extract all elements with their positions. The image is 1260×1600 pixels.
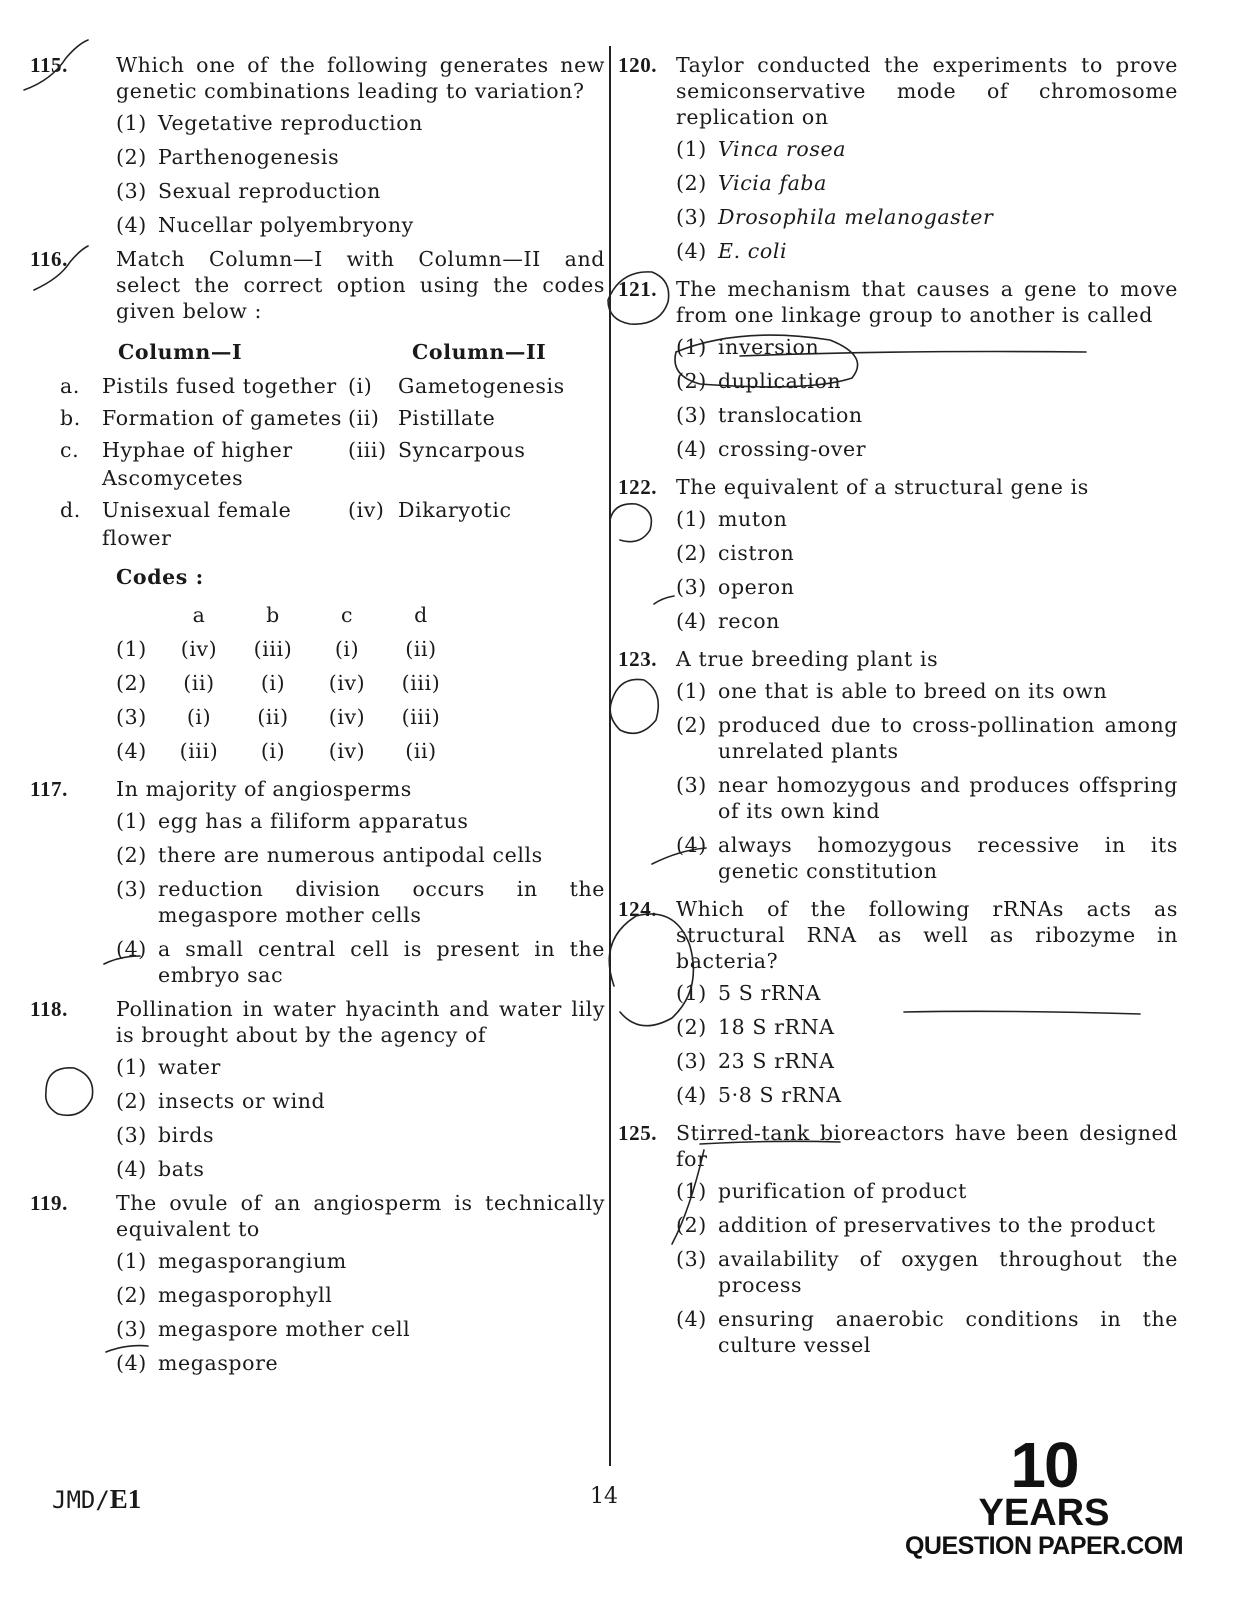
option-text: addition of preservatives to the product xyxy=(718,1213,1156,1237)
option-number: (3) xyxy=(676,575,707,599)
question-116 xyxy=(30,246,605,768)
question-number: 117. xyxy=(30,777,68,801)
option-text: muton xyxy=(718,507,788,531)
match-row xyxy=(60,372,605,400)
option-number: (4) xyxy=(116,213,147,237)
question-number: 124. xyxy=(618,897,658,921)
option-number: (3) xyxy=(676,1247,707,1271)
code-value: (iii) xyxy=(253,637,293,661)
question-text: Pollination in water hyacinth and water lily is brought about by the agency of xyxy=(116,997,605,1047)
option-text: insects or wind xyxy=(158,1089,326,1113)
code-value: (iii) xyxy=(401,705,441,729)
row-numeral: (iv) xyxy=(348,498,385,522)
option-text: cistron xyxy=(718,541,795,565)
option-number: (2) xyxy=(676,369,707,393)
option xyxy=(116,1156,605,1182)
options xyxy=(676,980,1178,1108)
option-text: purification of product xyxy=(718,1179,967,1203)
row-letter: d. xyxy=(60,498,81,522)
column-2-heading: Column—II xyxy=(412,340,547,364)
option xyxy=(676,436,1178,462)
code-number: (2) xyxy=(116,671,147,695)
option-text: there are numerous antipodal cells xyxy=(158,843,543,867)
brand-years: YEARS xyxy=(978,1492,1110,1534)
row-match-text: Syncarpous xyxy=(398,438,526,462)
codes-header-row xyxy=(116,598,458,632)
question-119 xyxy=(30,1190,605,1376)
match-table xyxy=(60,338,605,552)
question-number: 120. xyxy=(618,53,658,77)
options xyxy=(116,110,605,238)
row-match-text: Dikaryotic xyxy=(398,498,512,522)
option-text: 5 S rRNA xyxy=(718,981,821,1005)
question-text: In majority of angiosperms xyxy=(116,777,412,801)
option xyxy=(676,540,1178,566)
brand-site: QUESTION PAPER.COM xyxy=(904,1532,1184,1560)
match-header xyxy=(60,338,605,366)
option-number: (3) xyxy=(676,773,707,797)
codes-row xyxy=(116,734,458,768)
code-number: (4) xyxy=(116,739,147,763)
question-number: 121. xyxy=(618,277,658,301)
question-115 xyxy=(30,52,605,238)
row-text: Formation of gametes xyxy=(102,406,343,430)
option xyxy=(116,936,605,988)
code-value: (iii) xyxy=(401,671,441,695)
row-match-text: Pistillate xyxy=(398,406,496,430)
option-text: megasporangium xyxy=(158,1249,347,1273)
options xyxy=(676,136,1178,264)
option-number: (4) xyxy=(116,1157,147,1181)
question-text: The mechanism that causes a gene to move from one linkage group to another is called xyxy=(676,277,1178,327)
code-number: (3) xyxy=(116,705,147,729)
question-123 xyxy=(618,646,1178,884)
option-number: (4) xyxy=(676,239,707,263)
option-number: (4) xyxy=(676,437,707,461)
option-number: (1) xyxy=(676,1179,707,1203)
options xyxy=(676,334,1178,462)
option-text: operon xyxy=(718,575,795,599)
question-121 xyxy=(618,276,1178,462)
option xyxy=(676,368,1178,394)
question-125 xyxy=(618,1120,1178,1358)
option-number: (1) xyxy=(116,809,147,833)
brand-watermark xyxy=(904,1429,1184,1560)
question-number: 115. xyxy=(30,53,68,77)
option-text: megaspore mother cell xyxy=(158,1317,411,1341)
option-number: (3) xyxy=(676,1049,707,1073)
question-text: Match Column—I with Column—II and select the correct option using the codes given below : xyxy=(116,247,605,323)
code-value: (ii) xyxy=(405,637,437,661)
question-text: The equivalent of a structural gene is xyxy=(676,475,1089,499)
option-number: (2) xyxy=(676,171,707,195)
option xyxy=(116,808,605,834)
option-number: (1) xyxy=(676,981,707,1005)
option xyxy=(116,1122,605,1148)
option-number: (1) xyxy=(116,1055,147,1079)
option-text: Nucellar polyembryony xyxy=(158,213,414,237)
question-number: 123. xyxy=(618,647,658,671)
option xyxy=(676,402,1178,428)
options xyxy=(676,1178,1178,1358)
row-letter: a. xyxy=(60,374,80,398)
option-text: Sexual reproduction xyxy=(158,179,381,203)
question-120 xyxy=(618,52,1178,264)
option xyxy=(676,980,1178,1006)
option-text: ensuring anaerobic conditions in the culture vessel xyxy=(718,1307,1178,1357)
codes-title: Codes : xyxy=(116,565,204,589)
option xyxy=(116,178,605,204)
option-number: (2) xyxy=(676,1213,707,1237)
option xyxy=(116,1088,605,1114)
option xyxy=(676,772,1178,824)
option xyxy=(676,1014,1178,1040)
option xyxy=(676,678,1178,704)
question-text: A true breeding plant is xyxy=(676,647,939,671)
option-number: (4) xyxy=(116,937,147,961)
option xyxy=(116,1350,605,1376)
option-text: 18 S rRNA xyxy=(718,1015,835,1039)
question-number: 122. xyxy=(618,475,658,499)
question-number: 118. xyxy=(30,997,68,1021)
code-value: (i) xyxy=(260,739,286,763)
codes-table xyxy=(116,598,458,768)
option-number: (3) xyxy=(116,1123,147,1147)
question-text: The ovule of an angiosperm is technically equivalent to xyxy=(116,1191,605,1241)
option-number: (3) xyxy=(116,179,147,203)
option-number: (3) xyxy=(116,877,147,901)
code-value: (iv) xyxy=(180,637,218,661)
options xyxy=(676,506,1178,634)
option-text: crossing-over xyxy=(718,437,867,461)
option xyxy=(676,574,1178,600)
row-numeral: (iii) xyxy=(348,438,387,462)
option-number: (2) xyxy=(116,1089,147,1113)
row-text: Pistils fused together xyxy=(102,374,337,398)
options xyxy=(676,678,1178,884)
option-text: Vinca rosea xyxy=(718,137,847,161)
codes-head: b xyxy=(266,603,280,627)
row-numeral: (i) xyxy=(348,374,373,398)
row-letter: b. xyxy=(60,406,81,430)
option xyxy=(676,1082,1178,1108)
option-number: (1) xyxy=(116,1249,147,1273)
option-number: (2) xyxy=(116,145,147,169)
match-row xyxy=(60,496,605,552)
option xyxy=(676,170,1178,196)
option-text: one that is able to breed on its own xyxy=(718,679,1108,703)
option xyxy=(116,842,605,868)
option-number: (1) xyxy=(116,111,147,135)
option xyxy=(116,1316,605,1342)
options xyxy=(116,1248,605,1376)
code-value: (iv) xyxy=(328,671,366,695)
option-text: Vicia faba xyxy=(718,171,827,195)
code-number: (1) xyxy=(116,637,147,661)
paper-code-set: E1 xyxy=(109,1484,142,1514)
option xyxy=(676,1246,1178,1298)
column-1-heading: Column—I xyxy=(118,340,243,364)
question-number: 119. xyxy=(30,1191,68,1215)
left-column xyxy=(30,38,605,1384)
row-text: Hyphae of higher Ascomycetes xyxy=(102,438,293,490)
question-text: Taylor conducted the experiments to prove semiconservative mode of chromosome replication on xyxy=(676,53,1178,129)
option xyxy=(676,832,1178,884)
option-text: translocation xyxy=(718,403,863,427)
code-value: (iv) xyxy=(328,739,366,763)
codes-row xyxy=(116,632,458,666)
options xyxy=(116,808,605,988)
question-number: 116. xyxy=(30,247,68,271)
option-text: recon xyxy=(718,609,780,633)
option xyxy=(676,1178,1178,1204)
option-text: availability of oxygen throughout the process xyxy=(718,1247,1178,1297)
option-text: near homozygous and produces offspring of its own kind xyxy=(718,773,1178,823)
option-number: (4) xyxy=(676,1083,707,1107)
code-value: (iii) xyxy=(179,739,219,763)
option xyxy=(116,110,605,136)
option xyxy=(116,144,605,170)
match-row xyxy=(60,436,605,492)
option-text: bats xyxy=(158,1157,205,1181)
option-text: Parthenogenesis xyxy=(158,145,340,169)
option xyxy=(116,212,605,238)
row-match-text: Gametogenesis xyxy=(398,374,565,398)
option xyxy=(676,506,1178,532)
option-text: birds xyxy=(158,1123,215,1147)
code-value: (iv) xyxy=(328,705,366,729)
option xyxy=(676,1306,1178,1358)
option-text: always homozygous recessive in its genetic constitution xyxy=(718,833,1178,883)
column-divider xyxy=(609,46,611,1466)
question-text: Which one of the following generates new genetic combinations leading to variation? xyxy=(116,53,605,103)
option-number: (3) xyxy=(676,403,707,427)
codes-row xyxy=(116,700,458,734)
option xyxy=(116,1054,605,1080)
question-117 xyxy=(30,776,605,988)
match-row xyxy=(60,404,605,432)
option-text: megasporophyll xyxy=(158,1283,333,1307)
paper-code-prefix: JMD/ xyxy=(52,1486,110,1514)
question-text: Which of the following rRNAs acts as structural RNA as well as ribozyme in bacteria? xyxy=(676,897,1178,973)
option-number: (2) xyxy=(676,713,707,737)
option xyxy=(676,204,1178,230)
option-text: 5·8 S rRNA xyxy=(718,1083,842,1107)
question-122 xyxy=(618,474,1178,634)
option xyxy=(676,1212,1178,1238)
code-value: (i) xyxy=(186,705,212,729)
question-118 xyxy=(30,996,605,1182)
option xyxy=(116,876,605,928)
option xyxy=(676,334,1178,360)
option-number: (1) xyxy=(676,335,707,359)
option-text: megaspore xyxy=(158,1351,279,1375)
option-text: water xyxy=(158,1055,221,1079)
row-text: Unisexual female flower xyxy=(102,498,292,550)
option-text: duplication xyxy=(718,369,842,393)
option-text: reduction division occurs in the megaspore mother cells xyxy=(158,877,605,927)
option-text: 23 S rRNA xyxy=(718,1049,835,1073)
question-number: 125. xyxy=(618,1121,658,1145)
code-value: (ii) xyxy=(257,705,289,729)
option-text: inversion xyxy=(718,335,820,359)
page-number: 14 xyxy=(590,1484,618,1509)
option xyxy=(116,1248,605,1274)
code-value: (ii) xyxy=(405,739,437,763)
option-number: (4) xyxy=(116,1351,147,1375)
option-text: Vegetative reproduction xyxy=(158,111,423,135)
option-number: (3) xyxy=(116,1317,147,1341)
row-letter: c. xyxy=(60,438,80,462)
brand-number: 10 xyxy=(1010,1429,1078,1501)
option-number: (2) xyxy=(116,843,147,867)
option xyxy=(676,1048,1178,1074)
option-text: produced due to cross-pollination among unrelated plants xyxy=(718,713,1178,763)
codes-head: a xyxy=(192,603,206,627)
option-text: E. coli xyxy=(718,239,788,263)
code-value: (i) xyxy=(334,637,360,661)
option-number: (3) xyxy=(676,205,707,229)
paper-code xyxy=(52,1484,141,1515)
right-column xyxy=(618,38,1178,1366)
row-numeral: (ii) xyxy=(348,406,380,430)
option-number: (4) xyxy=(676,833,707,857)
option xyxy=(676,608,1178,634)
option-number: (4) xyxy=(676,609,707,633)
option-text: Drosophila melanogaster xyxy=(718,205,994,229)
option xyxy=(676,136,1178,162)
options xyxy=(116,1054,605,1182)
option-number: (2) xyxy=(676,541,707,565)
option-number: (1) xyxy=(676,507,707,531)
code-value: (ii) xyxy=(183,671,215,695)
option xyxy=(676,712,1178,764)
option-text: egg has a filiform apparatus xyxy=(158,809,469,833)
option-number: (4) xyxy=(676,1307,707,1331)
code-value: (i) xyxy=(260,671,286,695)
option xyxy=(116,1282,605,1308)
codes-head: c xyxy=(340,603,354,627)
question-124 xyxy=(618,896,1178,1108)
option xyxy=(676,238,1178,264)
codes-row xyxy=(116,666,458,700)
option-number: (2) xyxy=(116,1283,147,1307)
question-text: Stirred-tank bioreactors have been designed for xyxy=(676,1121,1178,1171)
option-number: (1) xyxy=(676,679,707,703)
codes-head: d xyxy=(414,603,428,627)
option-number: (1) xyxy=(676,137,707,161)
option-number: (2) xyxy=(676,1015,707,1039)
option-text: a small central cell is present in the embryo sac xyxy=(158,937,605,987)
